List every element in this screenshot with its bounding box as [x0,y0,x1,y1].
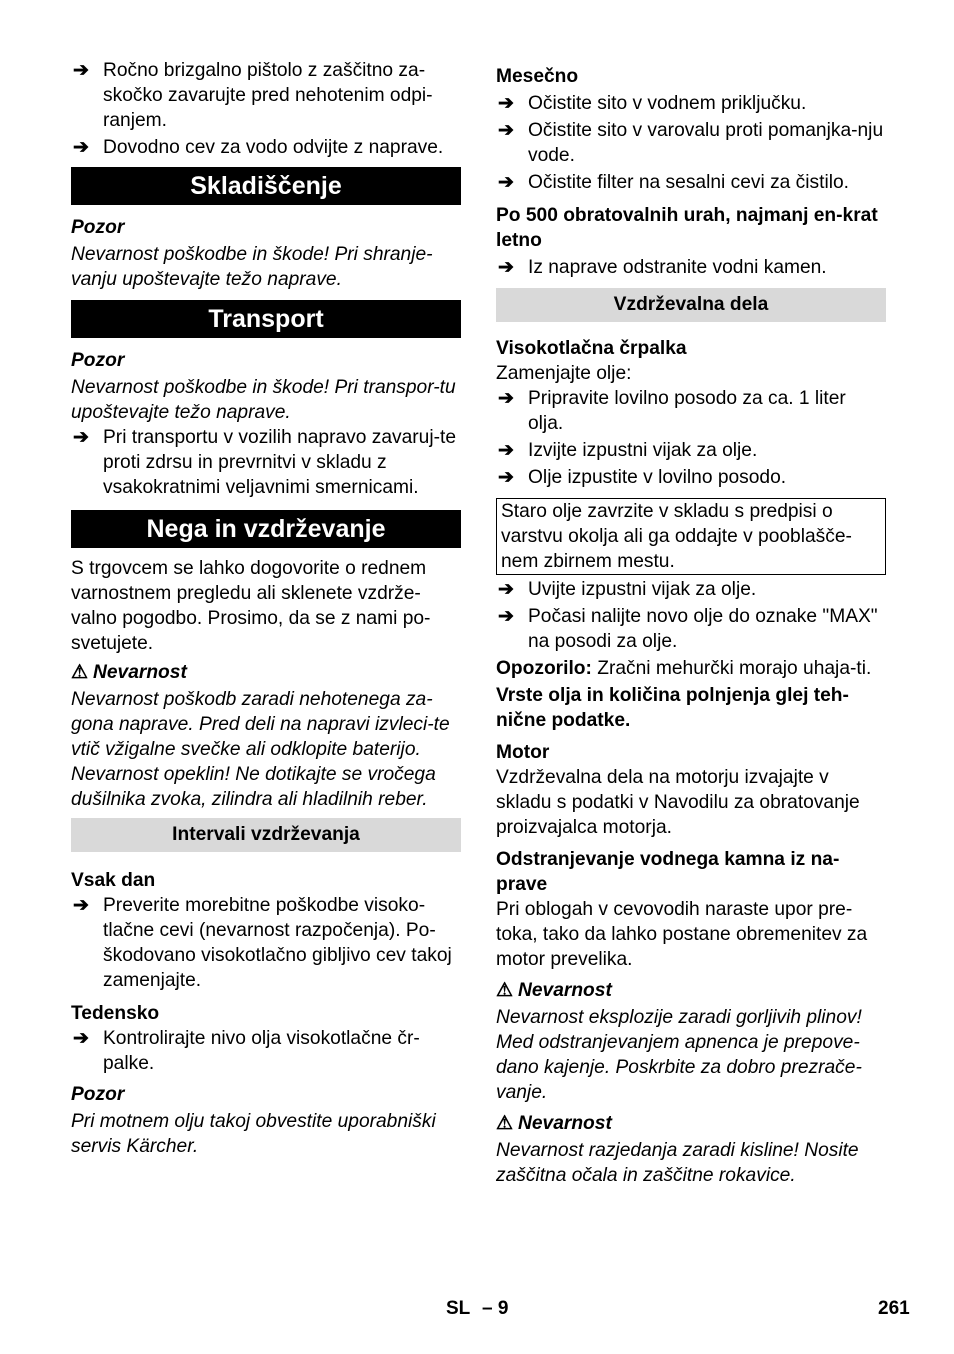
section-heading-storage: Skladiščenje [71,167,461,205]
arrow-icon: ➔ [73,60,90,81]
list-item: ➔ Kontrolirajte nivo olja visokotlačne čr-palke. [73,1028,420,1074]
oil-types-note: Vrste olja in količina polnjenja glej teh-nične podatke. [496,685,849,731]
motor-text: Vzdrževalna dela na motorju izvajajte v skladu s podatki v Navodilu za obratovanje proizvajalca motorja. [496,767,860,838]
caution-label: Pozor [71,350,125,371]
list-item: ➔ Iz naprave odstranite vodni kamen. [498,257,827,278]
arrow-icon: ➔ [73,895,90,916]
warning-triangle-icon: ⚠ [496,980,514,1001]
list-item: ➔ Izvijte izpustni vijak za olje. [498,440,758,461]
interval-monthly: Mesečno [496,66,579,87]
danger-text: Nevarnost razjedanja zaradi kisline! Nosite zaščitna očala in zaščitne rokavice. [496,1140,859,1186]
caution-text: Pri motnem olju takoj obvestite uporabniški servis Kärcher. [71,1111,436,1157]
list-item: ➔ Olje izpustite v lovilno posodo. [498,467,787,488]
arrow-icon: ➔ [73,137,90,158]
caution-text: Nevarnost poškodbe in škode! Pri shranje-vanju upoštevajte težo naprave. [71,244,433,290]
interval-weekly: Tedensko [71,1003,160,1024]
list-item: ➔ Očistite sito v varovalu proti pomanjka-nju vode. [498,120,884,166]
list-item: ➔ Uvijte izpustni vijak za olje. [498,579,757,600]
footer-page-number: 261 [878,1298,910,1319]
motor-heading: Motor [496,742,550,763]
warning-triangle-icon: ⚠ [71,662,89,683]
list-item: ➔ Dovodno cev za vodo odvijte z naprave. [73,137,444,158]
section-heading-transport: Transport [71,300,461,338]
footer-local-page: – 9 [482,1298,509,1319]
arrow-icon: ➔ [498,440,515,461]
footer-language: SL [446,1298,471,1319]
pump-heading: Visokotlačna črpalka [496,338,687,359]
arrow-icon: ➔ [73,1028,90,1049]
list-item: ➔ Počasi nalijte novo olje do oznake "MAX" na posodi za olje. [498,606,878,652]
arrow-icon: ➔ [498,93,515,114]
warning-triangle-icon: ⚠ [496,1113,514,1134]
oil-change-text: Zamenjajte olje: [496,363,632,384]
danger-text: Nevarnost poškodb zaradi nehotenega za-gona naprave. Pred deli na napravi izvleci-te vtič vžigalne svečke ali odklopite baterijo. Nevarnost opeklin! Ne dotikajte se vročega dušilnika zvoka, zilindra ali hladilnih reber. [71,689,450,810]
caution-text: Nevarnost poškodbe in škode! Pri transpor-tu upoštevajte težo naprave. [71,377,456,423]
list-item: ➔ Pripravite lovilno posodo za ca. 1 liter olja. [498,388,846,434]
list-item: ➔ Očistite filter na sesalni cevi za čistilo. [498,172,849,193]
arrow-icon: ➔ [498,606,515,627]
right-column [496,64,886,1188]
danger-label: ⚠ Nevarnost [496,980,612,1001]
list-item: ➔ Preverite morebitne poškodbe visoko-tlačne cevi (nevarnost razpočenja). Po-škodovano visokotlačno gibljivo cev takoj zamenjajte. [73,895,452,991]
interval-500h: Po 500 obratovalnih urah, najmanj en-krat letno [496,205,878,251]
arrow-icon: ➔ [498,257,515,278]
caution-label: Pozor [71,1084,125,1105]
descale-heading: Odstranjevanje vodnega kamna iz na-prave [496,849,840,895]
arrow-icon: ➔ [498,467,515,488]
subsection-heading-works: Vzdrževalna dela [496,288,886,322]
danger-label: ⚠ Nevarnost [71,662,187,683]
interval-daily: Vsak dan [71,870,156,891]
left-column [71,58,461,1159]
danger-text: Nevarnost eksplozije zaradi gorljivih plinov! Med odstranjevanjem apnenca je prepove-dano kajenje. Poskrbite za dobro prezrače-vanje. [496,1007,862,1103]
arrow-icon: ➔ [498,120,515,141]
list-item: ➔ Očistite sito v vodnem priključku. [498,93,807,114]
arrow-icon: ➔ [498,579,515,600]
subsection-heading-intervals: Intervali vzdrževanja [71,818,461,852]
arrow-icon: ➔ [73,427,90,448]
danger-label: ⚠ Nevarnost [496,1113,612,1134]
care-paragraph: S trgovcem se lahko dogovorite o rednem varnostnem pregledu ali sklenete vzdrže-valno pogodbo. Prosimo, da se z nami po-svetujete. [71,558,431,654]
descale-text: Pri oblogah v cevovodih naraste upor pre-toka, tako da lahko postane obremenitev za motor prevelika. [496,899,868,970]
list-item: ➔ Pri transportu v vozilih napravo zavaruj-te proti zdrsu in prevrnitvi v skladu z vsakokratnimi veljavnimi smernicami. [73,427,456,498]
environment-note-box: Staro olje zavrzite v skladu s predpisi o varstvu okolja ali ga oddajte v pooblašče-nem zbirnem mestu. [496,498,886,575]
caution-label: Pozor [71,217,125,238]
arrow-icon: ➔ [498,388,515,409]
air-bubbles-note: Opozorilo: Zračni mehurčki morajo uhaja-ti. [496,658,872,679]
list-item: ➔ Ročno brizgalno pištolo z zaščitno za-skočko zavarujte pred nehotenim odpi-ranjem. [73,60,433,131]
arrow-icon: ➔ [498,172,515,193]
section-heading-care: Nega in vzdrževanje [71,510,461,548]
